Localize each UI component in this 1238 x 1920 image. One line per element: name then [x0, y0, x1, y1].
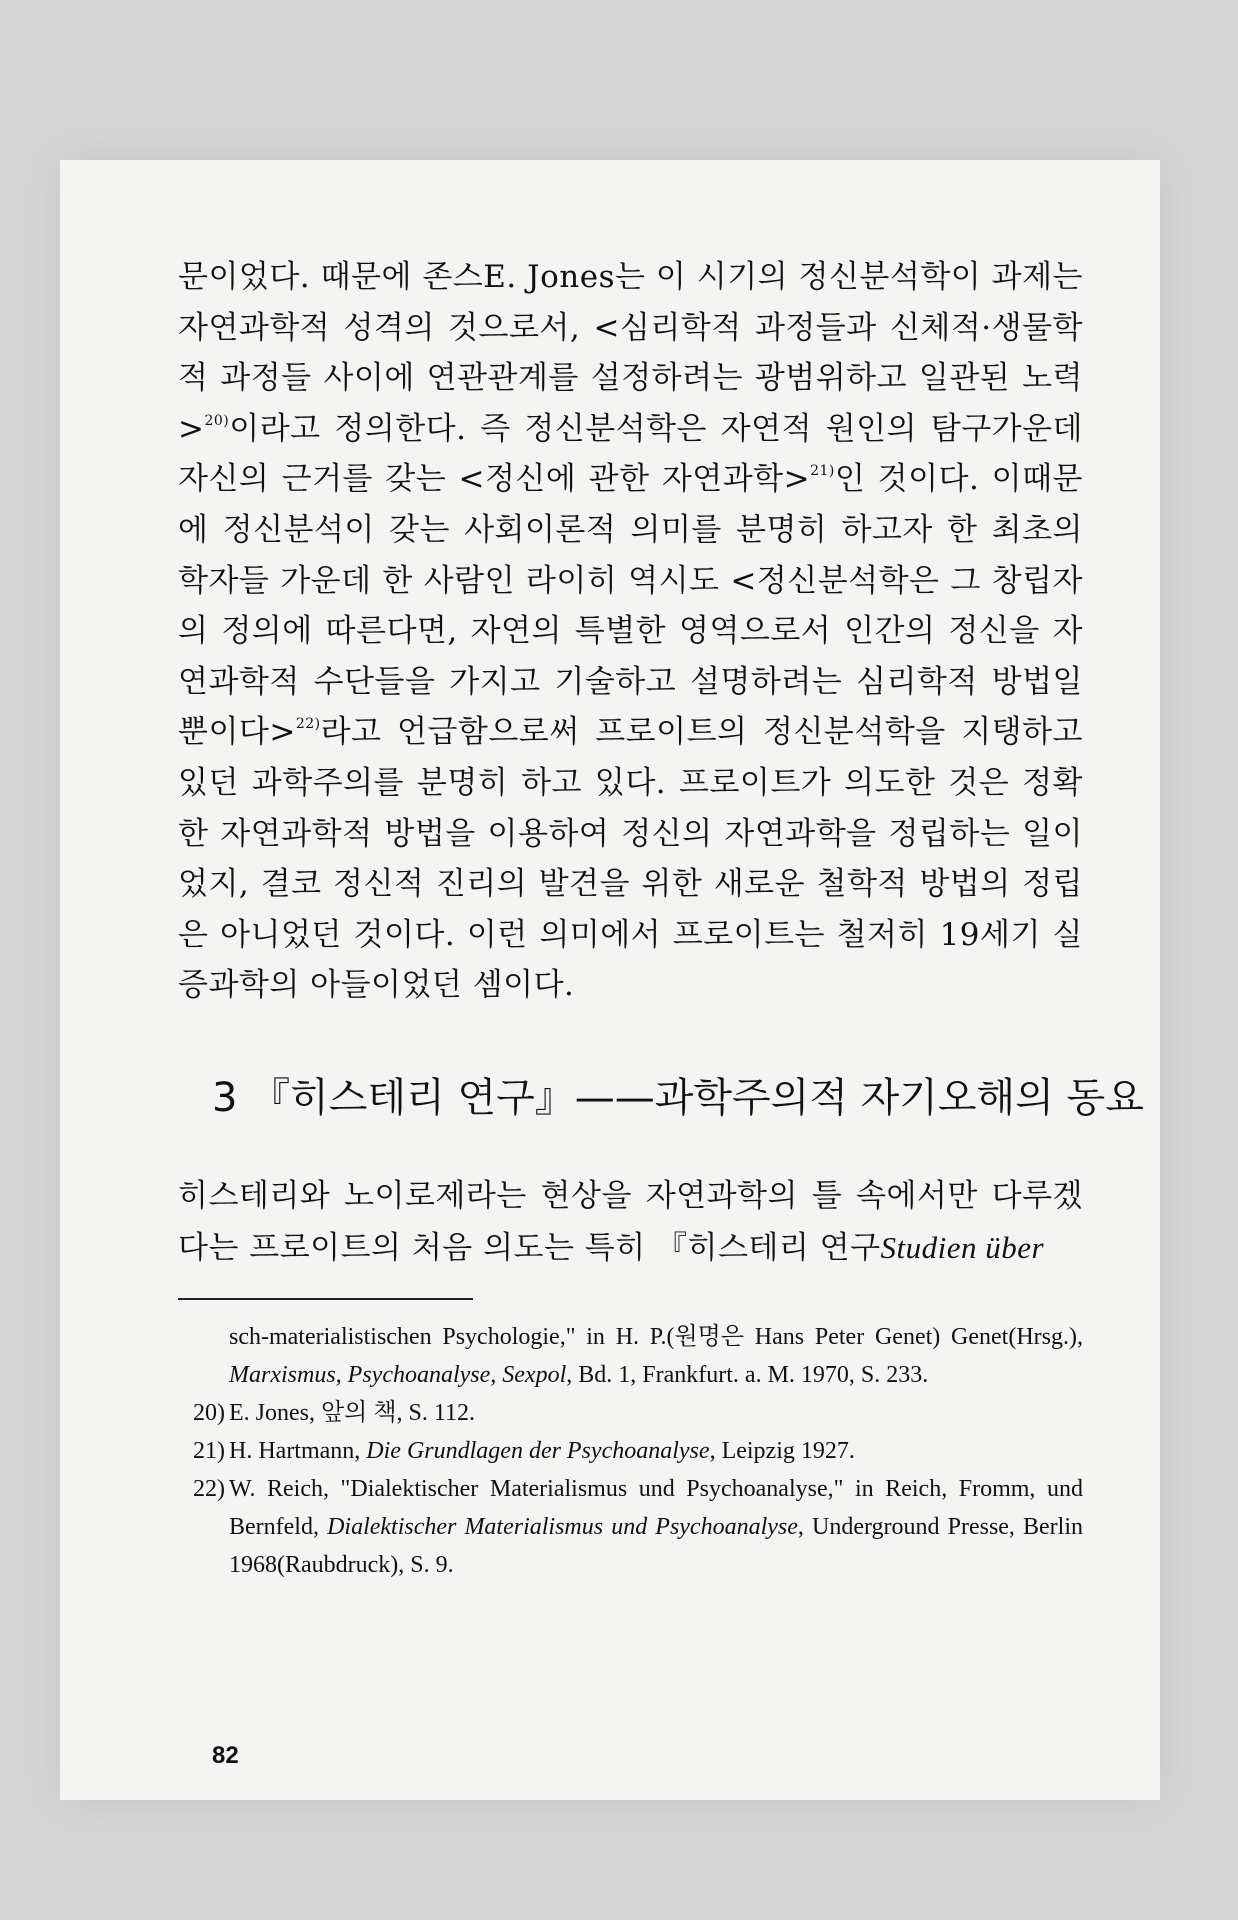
footnote-20	[195, 1394, 1083, 1432]
section-number: 3	[212, 1075, 238, 1121]
footnote-divider	[178, 1298, 473, 1300]
intro-text: 히스테리와 노이로제라는 현상을 자연과학의 틀 속에서만 다루겠다는 프로이트의 처음 의도는 특히 『히스테리 연구	[178, 1178, 1083, 1266]
footnote-text: W. Reich, "Dialektischer Materialismus und Psychoanalyse," in Reich, Fromm, und Bernfeld,	[229, 1476, 1083, 1540]
footnote-ref-20[interactable]: 20)	[204, 412, 230, 429]
footnote-text: sch-materialistischen Psychologie," in H. P.(원명은 Hans Peter Genet) Genet(Hrsg.),	[229, 1324, 1083, 1350]
footnote-22	[195, 1470, 1083, 1584]
main-paragraph	[178, 252, 1083, 1011]
page-number: 82	[212, 1742, 239, 1769]
footnote-number: 22)	[193, 1476, 225, 1502]
footnote-number: 20)	[193, 1400, 225, 1426]
footnote-text: , Leipzig 1927.	[709, 1438, 855, 1464]
footnote-ref-22[interactable]: 22)	[295, 716, 321, 733]
intro-italic-title: Studien über	[880, 1230, 1045, 1265]
paragraph-text: 인 것이다. 이때문에 정신분석이 갖는 사회이론적 의미를 분명히 하고자 한 최초의 학자들 가운데 한 사람인 라이히 역시도 <정신분석학은 그 창립자의 정의에 따른다면, 자연의 특별한 영역으로서 인간의 정신을 자연과학적 수단들을 가지고 기술하고 설명하려는 심리학적 방법일 뿐이다>	[178, 461, 1083, 751]
footnote-text: , Bd. 1, Frankfurt. a. M. 1970, S. 233.	[566, 1362, 929, 1388]
footnote-text: H. Hartmann,	[229, 1438, 367, 1464]
footnotes	[195, 1318, 1083, 1584]
footnote-21	[195, 1432, 1083, 1470]
paragraph-text: 문이었다. 때문에 존스E. Jones는 이 시기의 정신분석학이 과제는 자연과학적 성격의 것으로서, <심리학적 과정들과 신체적·생물학적 과정들 사이에 연관관계를 설정하려는 광범위하고 일관된 노력>	[178, 259, 1083, 447]
footnote-ref-21[interactable]: 21)	[810, 463, 835, 480]
paragraph-text: 이라고 정의한다. 즉 정신분석학은 자연적 원인의 탐구가운데 자신의 근거를 갖는 <정신에 관한 자연과학>	[178, 410, 1083, 498]
footnote-title: Dialektischer Materialismus und Psychoanalyse	[327, 1514, 798, 1540]
footnote-title: Die Grundlagen der Psychoanalyse	[366, 1438, 710, 1464]
footnote-text: , Underground Presse, Berlin 1968(Raubdruck), S. 9.	[229, 1514, 1084, 1578]
section-heading	[212, 1070, 1144, 1126]
section-title-text: 『히스테리 연구』——과학주의적 자기오해의 동요	[250, 1075, 1144, 1121]
footnote-text: E. Jones, 앞의 책, S. 112.	[229, 1400, 476, 1426]
paragraph-text: 라고 언급함으로써 프로이트의 정신분석학을 지탱하고 있던 과학주의를 분명히 하고 있다. 프로이트가 의도한 것은 정확한 자연과학적 방법을 이용하여 정신의 자연과학을 정립하는 일이었지, 결코 정신적 진리의 발견을 위한 새로운 철학적 방법의 정립은 아니었던 것이다. 이런 의미에서 프로이트는 철저히 19세기 실증과학의 아들이었던 셈이다.	[178, 714, 1083, 1004]
footnote-title: Marxismus, Psychoanalyse, Sexpol	[229, 1362, 567, 1388]
section-intro-paragraph	[178, 1170, 1083, 1274]
footnote-continuation	[195, 1318, 1083, 1394]
footnote-number: 21)	[193, 1438, 225, 1464]
